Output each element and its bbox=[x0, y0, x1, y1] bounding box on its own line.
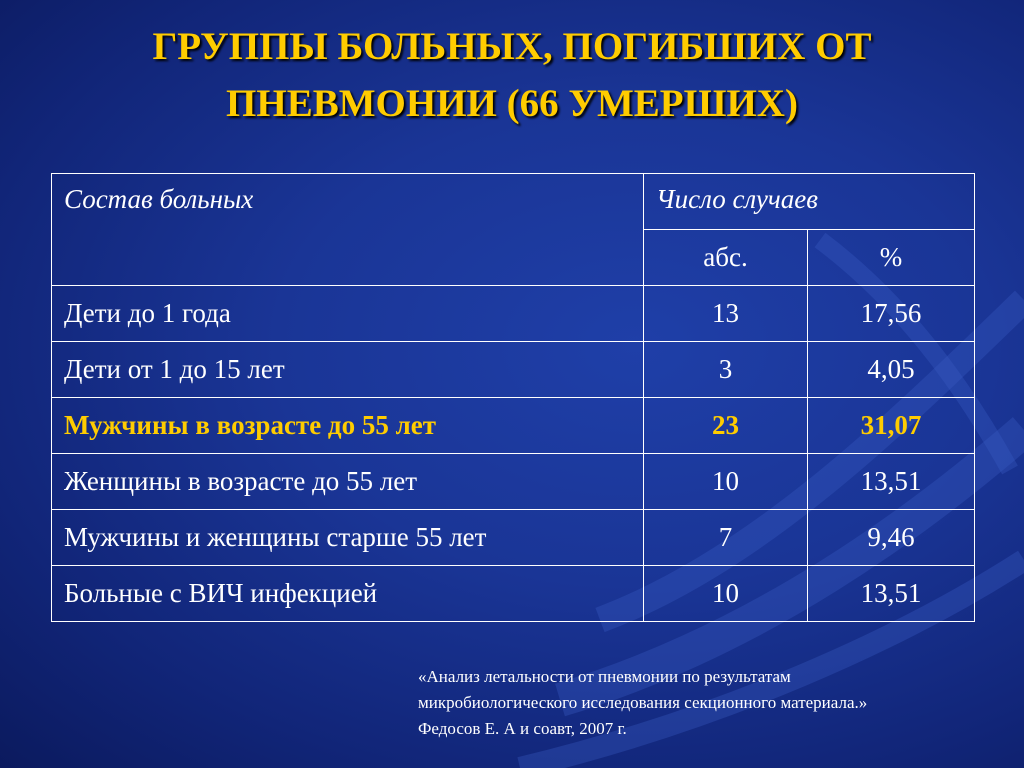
table-header-row bbox=[52, 174, 975, 230]
row-percent: 17,56 bbox=[808, 286, 975, 342]
row-label: Больные с ВИЧ инфекцией bbox=[52, 566, 644, 622]
slide-title-line-2: ПНЕВМОНИИ (66 УМЕРШИХ) bbox=[226, 82, 798, 125]
header-percent: % bbox=[808, 230, 975, 286]
table-row bbox=[52, 510, 975, 566]
header-cases: Число случаев bbox=[644, 174, 975, 230]
row-label: Дети от 1 до 15 лет bbox=[52, 342, 644, 398]
row-label: Мужчины и женщины старше 55 лет bbox=[52, 510, 644, 566]
row-abs: 23 bbox=[644, 398, 808, 454]
row-abs: 10 bbox=[644, 566, 808, 622]
row-label: Мужчины в возрасте до 55 лет bbox=[52, 398, 644, 454]
citation bbox=[418, 664, 1018, 742]
header-abs: абс. bbox=[644, 230, 808, 286]
row-abs: 3 bbox=[644, 342, 808, 398]
citation-line-1: «Анализ летальности от пневмонии по результатам bbox=[418, 667, 791, 686]
citation-line-3: Федосов Е. А и соавт, 2007 г. bbox=[418, 719, 627, 738]
row-abs: 7 bbox=[644, 510, 808, 566]
row-percent: 31,07 bbox=[808, 398, 975, 454]
table-row bbox=[52, 566, 975, 622]
table-row-highlighted bbox=[52, 398, 975, 454]
row-percent: 13,51 bbox=[808, 566, 975, 622]
row-label: Дети до 1 года bbox=[52, 286, 644, 342]
table-row bbox=[52, 454, 975, 510]
slide-title bbox=[0, 18, 1024, 132]
header-composition: Состав больных bbox=[52, 174, 644, 286]
citation-line-2: микробиологического исследования секционного материала.» bbox=[418, 693, 868, 712]
table-row bbox=[52, 286, 975, 342]
row-percent: 4,05 bbox=[808, 342, 975, 398]
row-label: Женщины в возрасте до 55 лет bbox=[52, 454, 644, 510]
row-abs: 13 bbox=[644, 286, 808, 342]
row-percent: 9,46 bbox=[808, 510, 975, 566]
mortality-groups-table bbox=[51, 173, 975, 622]
table-row bbox=[52, 342, 975, 398]
row-percent: 13,51 bbox=[808, 454, 975, 510]
row-abs: 10 bbox=[644, 454, 808, 510]
slide-title-line-1: ГРУППЫ БОЛЬНЫХ, ПОГИБШИХ ОТ bbox=[152, 25, 872, 68]
